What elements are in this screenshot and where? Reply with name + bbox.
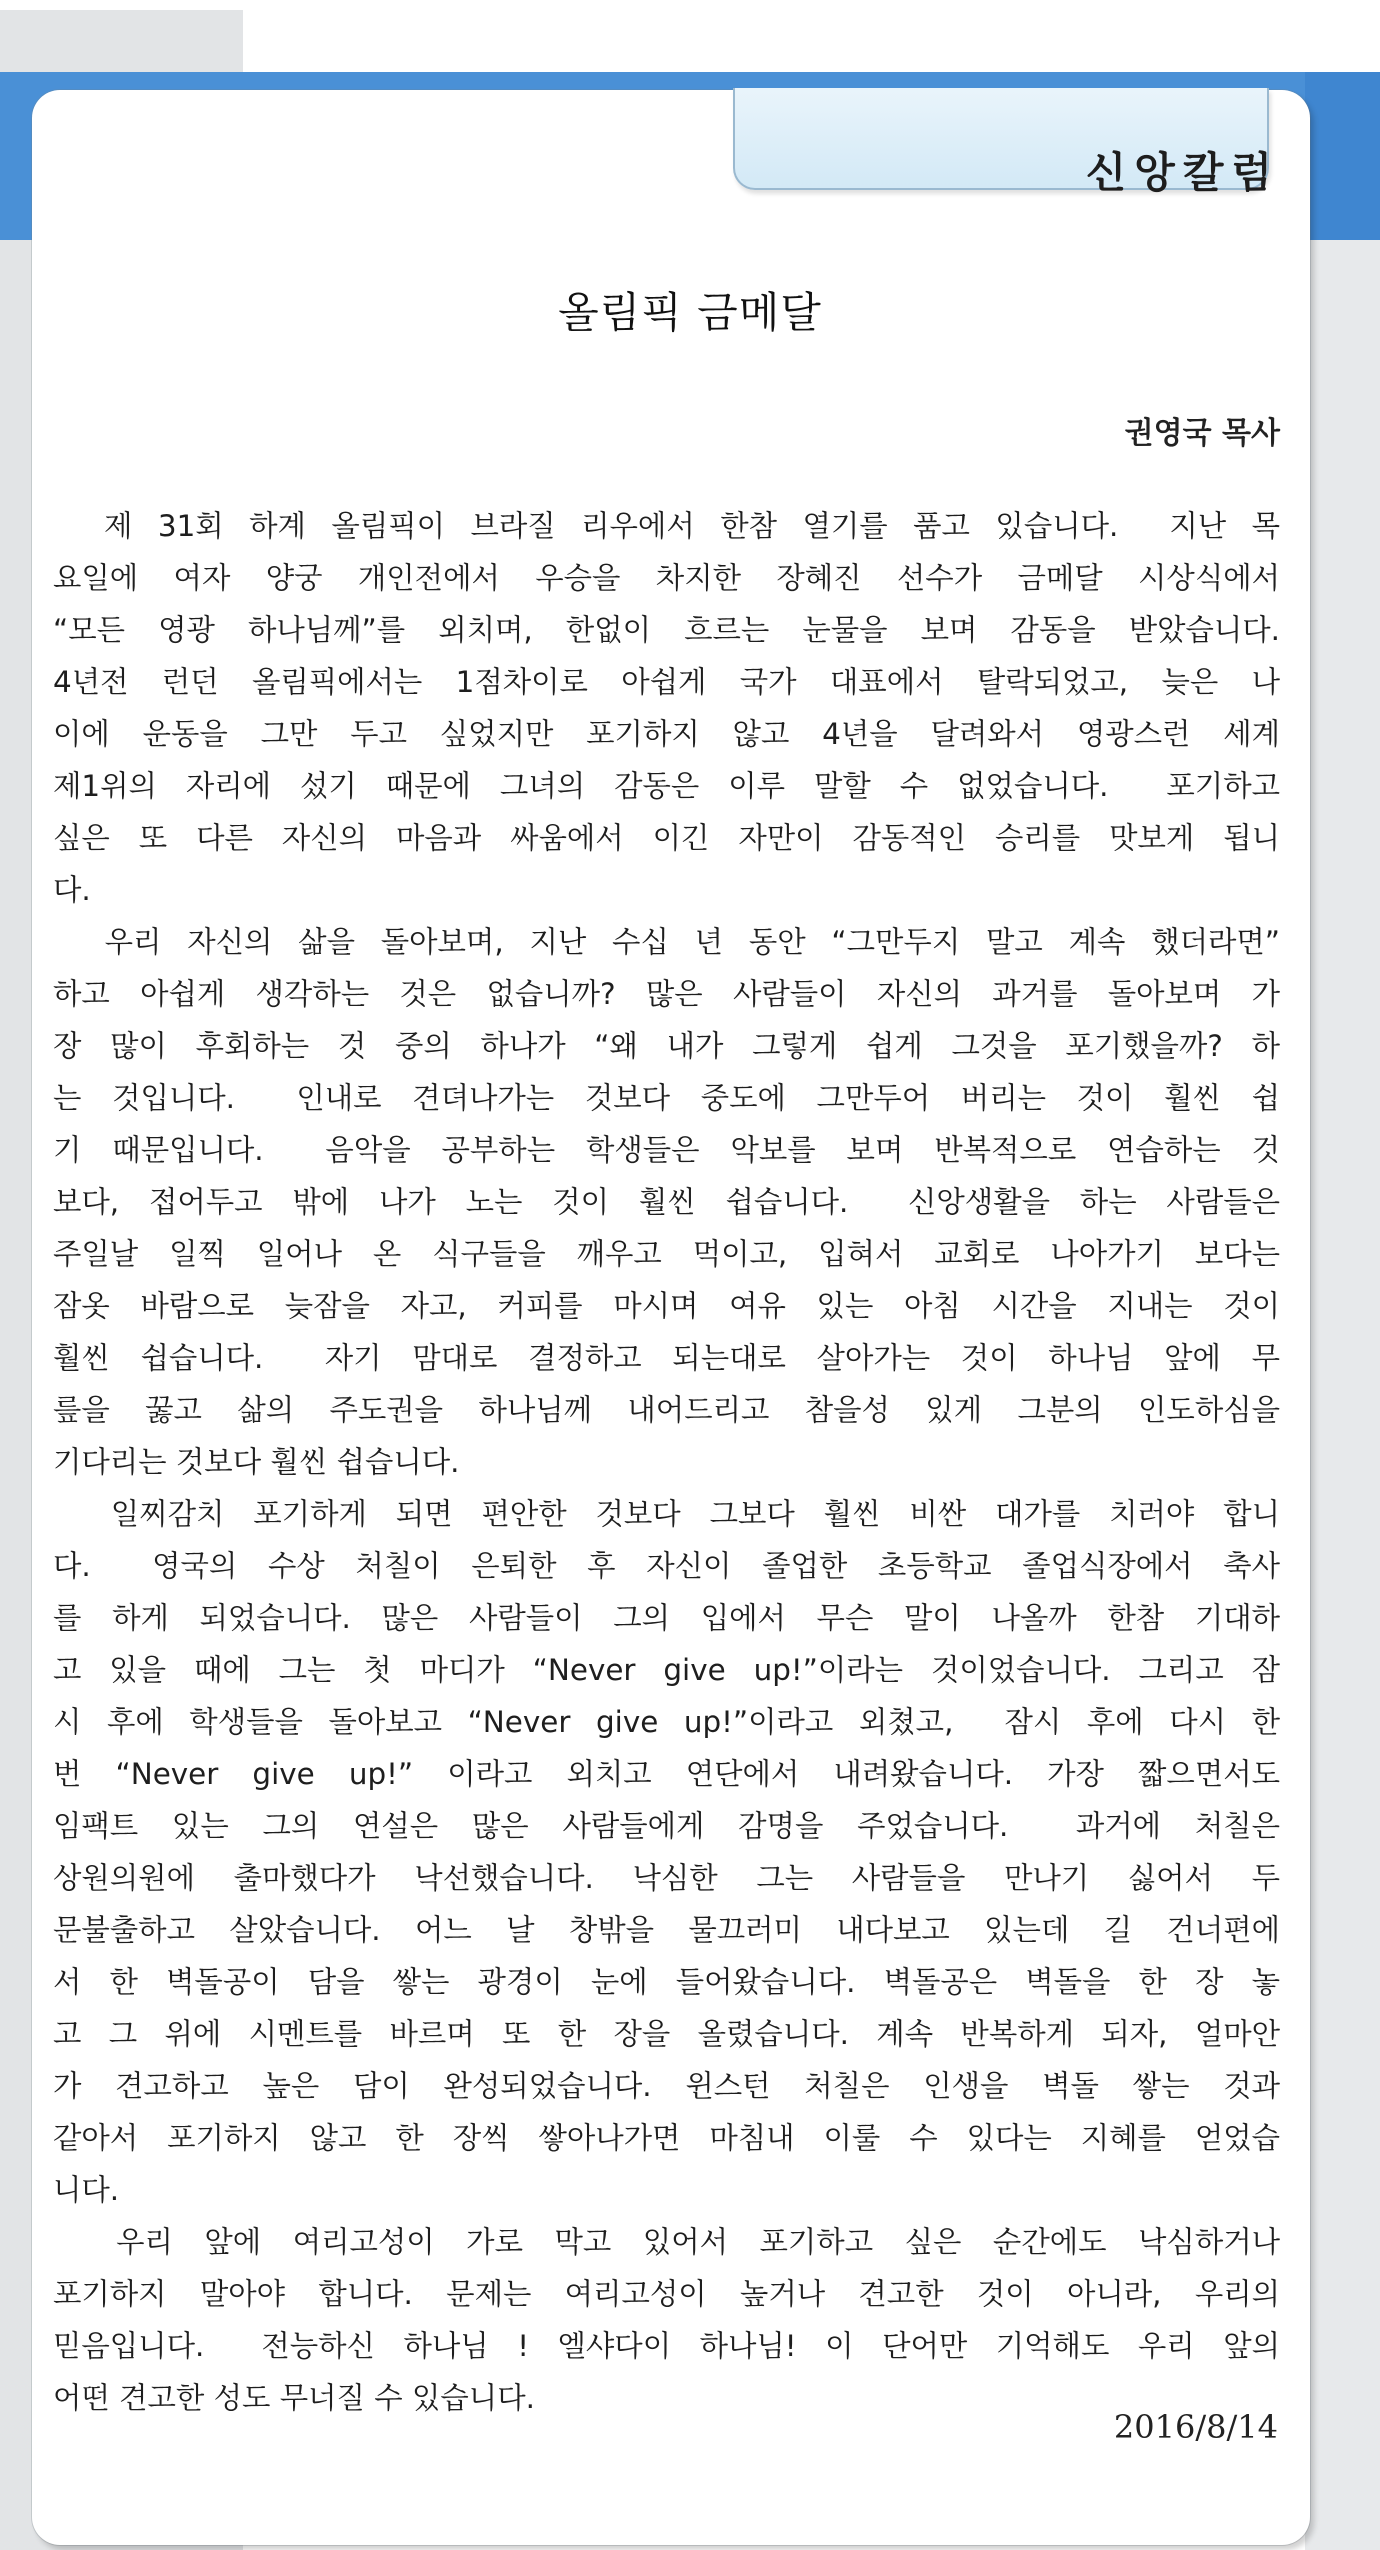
body-line: 시 후에 학생들을 돌아보고 “Never give up!”이라고 외쳤고, 잠시 후에 다시 한	[53, 1705, 1280, 1739]
body-line: 이에 운동을 그만 두고 싶었지만 포기하지 않고 4년을 달려와서 영광스런 세계	[53, 717, 1280, 751]
article-author: 권영국 목사	[1124, 416, 1280, 451]
body-line: 일찌감치 포기하게 되면 편안한 것보다 그보다 훨씬 비싼 대가를 치러야 합니	[53, 1497, 1280, 1531]
article-title: 올림픽 금메달	[558, 288, 822, 337]
body-line: 어떤 견고한 성도 무너질 수 있습니다.	[53, 2381, 535, 2415]
body-line: 제 31회 하계 올림픽이 브라질 리우에서 한참 열기를 품고 있습니다. 지난 목	[53, 509, 1280, 543]
body-line: 잠옷 바람으로 늦잠을 자고, 커피를 마시며 여유 있는 아침 시간을 지내는 것이	[53, 1289, 1280, 1323]
body-line: “모든 영광 하나님께”를 외치며, 한없이 흐르는 눈물을 보며 감동을 받았습니다.	[53, 613, 1280, 647]
body-line: 릎을 꿇고 삶의 주도권을 하나님께 내어드리고 참을성 있게 그분의 인도하심을	[53, 1393, 1280, 1427]
body-line: 우리 자신의 삶을 돌아보며, 지난 수십 년 동안 “그만두지 말고 계속 했더라면”	[53, 925, 1280, 959]
body-line: 니다.	[53, 2173, 120, 2207]
top-margin-tab	[0, 10, 243, 30]
body-line: 다.	[53, 873, 91, 907]
body-line: 훨씬 쉽습니다. 자기 맘대로 결정하고 되는대로 살아가는 것이 하나님 앞에 무	[53, 1341, 1280, 1375]
article-body	[53, 500, 1280, 2424]
body-line: 같아서 포기하지 않고 한 장씩 쌓아나가면 마침내 이룰 수 있다는 지혜를 얻었습	[53, 2121, 1280, 2155]
body-line: 번 “Never give up!” 이라고 외치고 연단에서 내려왔습니다. 가장 짧으면서도	[53, 1757, 1280, 1791]
body-line: 포기하지 말아야 합니다. 문제는 여리고성이 높거나 견고한 것이 아니라, 우리의	[53, 2277, 1280, 2311]
body-line: 는 것입니다. 인내로 견뎌나가는 것보다 중도에 그만두어 버리는 것이 훨씬 쉽	[53, 1081, 1280, 1115]
body-line: 4년전 런던 올림픽에서는 1점차이로 아쉽게 국가 대표에서 탈락되었고, 늦은 나	[53, 665, 1280, 699]
body-line: 를 하게 되었습니다. 많은 사람들이 그의 입에서 무슨 말이 나올까 한참 기대하	[53, 1601, 1280, 1635]
body-line: 임팩트 있는 그의 연설은 많은 사람들에게 감명을 주었습니다. 과거에 처칠은	[53, 1809, 1280, 1843]
body-line: 상원의원에 출마했다가 낙선했습니다. 낙심한 그는 사람들을 만나기 싫어서 두	[53, 1861, 1280, 1895]
body-line: 다. 영국의 수상 처칠이 은퇴한 후 자신이 졸업한 초등학교 졸업식장에서 축사	[53, 1549, 1280, 1583]
body-line: 싶은 또 다른 자신의 마음과 싸움에서 이긴 자만이 감동적인 승리를 맛보게 됩니	[53, 821, 1280, 855]
body-line: 문불출하고 살았습니다. 어느 날 창밖을 물끄러미 내다보고 있는데 길 건너편에	[53, 1913, 1280, 1947]
body-line: 우리 앞에 여리고성이 가로 막고 있어서 포기하고 싶은 순간에도 낙심하거나	[53, 2225, 1280, 2259]
body-line: 기다리는 것보다 훨씬 쉽습니다.	[53, 1445, 460, 1479]
body-line: 보다, 접어두고 밖에 나가 노는 것이 훨씬 쉽습니다. 신앙생활을 하는 사람들은	[53, 1185, 1280, 1219]
header-band-edge	[1305, 72, 1380, 240]
body-line: 주일날 일찍 일어나 온 식구들을 깨우고 먹이고, 입혀서 교회로 나아가기 보다는	[53, 1237, 1280, 1271]
body-line: 제1위의 자리에 섰기 때문에 그녀의 감동은 이루 말할 수 없었습니다. 포기하고	[53, 769, 1280, 803]
body-line: 가 견고하고 높은 담이 완성되었습니다. 윈스턴 처칠은 인생을 벽돌 쌓는 것과	[53, 2069, 1280, 2103]
body-line: 서 한 벽돌공이 담을 쌓는 광경이 눈에 들어왔습니다. 벽돌공은 벽돌을 한 장 놓	[53, 1965, 1280, 1999]
body-line: 하고 아쉽게 생각하는 것은 없습니까? 많은 사람들이 자신의 과거를 돌아보며 가	[53, 977, 1280, 1011]
body-line: 믿음입니다. 전능하신 하나님 ! 엘샤다이 하나님! 이 단어만 기억해도 우리 앞의	[53, 2329, 1280, 2363]
body-line: 고 그 위에 시멘트를 바르며 또 한 장을 올렸습니다. 계속 반복하게 되자, 얼마안	[53, 2017, 1280, 2051]
body-line: 기 때문입니다. 음악을 공부하는 학생들은 악보를 보며 반복적으로 연습하는 것	[53, 1133, 1280, 1167]
article-date: 2016/8/14	[1113, 2408, 1278, 2446]
body-line: 고 있을 때에 그는 첫 마디가 “Never give up!”이라는 것이었습니다. 그리고 잠	[53, 1653, 1280, 1687]
column-label: 신앙칼럼	[1085, 148, 1280, 197]
body-line: 장 많이 후회하는 것 중의 하나가 “왜 내가 그렇게 쉽게 그것을 포기했을까? 하	[53, 1029, 1280, 1063]
body-line: 요일에 여자 양궁 개인전에서 우승을 차지한 장혜진 선수가 금메달 시상식에서	[53, 561, 1280, 595]
right-margin-strip	[1305, 235, 1380, 2550]
